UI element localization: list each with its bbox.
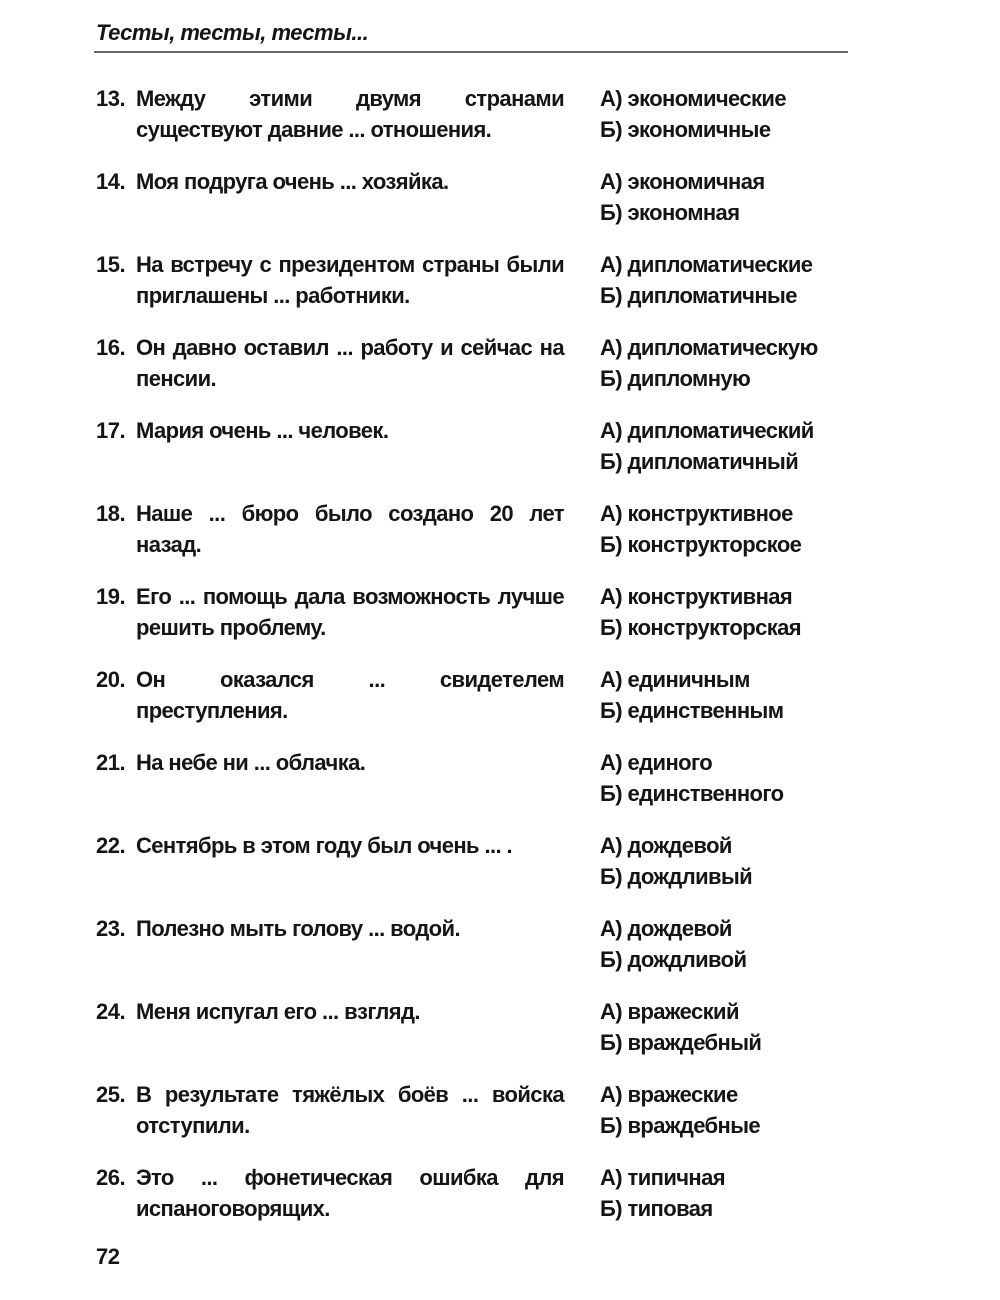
option-b: Б) конструкторская <box>600 615 801 640</box>
answer-options <box>600 166 860 228</box>
page-number: 72 <box>96 1244 120 1269</box>
question-text: На встречу с президентом страны были приглашены ... работники. <box>136 252 564 308</box>
question-text: Его ... помощь дала возможность лучше решить проблему. <box>136 584 564 640</box>
answer-options <box>600 249 860 311</box>
question-text: Он давно оставил ... работу и сейчас на пенсии. <box>136 335 564 391</box>
option-b: Б) конструкторское <box>600 532 802 557</box>
question-number: 25. <box>96 1082 126 1107</box>
answer-options <box>600 415 860 477</box>
option-a: А) дождевой <box>600 833 732 858</box>
option-a: А) вражеский <box>600 999 739 1024</box>
question-text: Между этими двумя странами существуют давние ... отношения. <box>136 86 564 142</box>
question-text: Меня испугал его ... взгляд. <box>136 999 420 1024</box>
option-b: Б) дождливый <box>600 864 753 889</box>
question-item <box>96 1079 856 1162</box>
answer-options <box>600 581 860 643</box>
option-a: А) дождевой <box>600 916 732 941</box>
question-text: Полезно мыть голову ... водой. <box>136 916 460 941</box>
option-a: А) вражеские <box>600 1082 738 1107</box>
running-head-title: Тесты, тесты, тесты... <box>96 20 369 45</box>
question-number: 17. <box>96 418 126 443</box>
question-item <box>96 664 856 747</box>
answer-options <box>600 747 860 809</box>
question-number: 26. <box>96 1165 126 1190</box>
question-item <box>96 1162 856 1245</box>
question-item <box>96 913 856 996</box>
question-number: 15. <box>96 252 126 277</box>
question-item <box>96 996 856 1079</box>
question-text: На небе ни ... облачка. <box>136 750 366 775</box>
answer-options <box>600 332 860 394</box>
answer-options <box>600 83 860 145</box>
option-b: Б) экономная <box>600 200 740 225</box>
answer-options <box>600 996 860 1058</box>
option-a: А) конструктивное <box>600 501 793 526</box>
option-b: Б) дождливой <box>600 947 747 972</box>
question-number: 13. <box>96 86 126 111</box>
header-divider <box>94 51 848 53</box>
question-item <box>96 166 856 249</box>
option-b: Б) дипломатичный <box>600 449 799 474</box>
option-b: Б) враждебный <box>600 1030 762 1055</box>
question-text: Наше ... бюро было создано 20 лет назад. <box>136 501 564 557</box>
option-b: Б) враждебные <box>600 1113 761 1138</box>
option-a: А) конструктивная <box>600 584 793 609</box>
option-a: А) единичным <box>600 667 750 692</box>
question-text: Моя подруга очень ... хозяйка. <box>136 169 449 194</box>
answer-options <box>600 1079 860 1141</box>
option-a: А) дипломатический <box>600 418 814 443</box>
question-item <box>96 498 856 581</box>
question-text: Он оказался ... свидетелем преступления. <box>136 667 564 723</box>
question-item <box>96 830 856 913</box>
question-item <box>96 332 856 415</box>
option-b: Б) дипломатичные <box>600 283 797 308</box>
question-number: 19. <box>96 584 126 609</box>
question-number: 24. <box>96 999 126 1024</box>
question-number: 22. <box>96 833 126 858</box>
option-b: Б) типовая <box>600 1196 713 1221</box>
option-a: А) экономические <box>600 86 786 111</box>
option-a: А) дипломатические <box>600 252 813 277</box>
question-text: В результате тяжёлых боёв ... войска отступили. <box>136 1082 564 1138</box>
option-b: Б) единственным <box>600 698 784 723</box>
option-a: А) типичная <box>600 1165 725 1190</box>
question-list <box>96 83 856 1245</box>
answer-options <box>600 830 860 892</box>
question-number: 21. <box>96 750 126 775</box>
question-number: 14. <box>96 169 126 194</box>
question-number: 18. <box>96 501 126 526</box>
question-item <box>96 83 856 166</box>
answer-options <box>600 498 860 560</box>
answer-options <box>600 913 860 975</box>
option-b: Б) экономичные <box>600 117 771 142</box>
answer-options <box>600 1162 860 1224</box>
question-number: 16. <box>96 335 126 360</box>
question-number: 20. <box>96 667 126 692</box>
question-item <box>96 581 856 664</box>
answer-options <box>600 664 860 726</box>
question-text: Это ... фонетическая ошибка для испаноговорящих. <box>136 1165 564 1221</box>
question-number: 23. <box>96 916 126 941</box>
question-text: Сентябрь в этом году был очень ... . <box>136 833 513 858</box>
question-item <box>96 415 856 498</box>
question-item <box>96 249 856 332</box>
option-a: А) единого <box>600 750 713 775</box>
question-item <box>96 747 856 830</box>
option-b: Б) дипломную <box>600 366 751 391</box>
option-a: А) дипломатическую <box>600 335 818 360</box>
option-a: А) экономичная <box>600 169 765 194</box>
option-b: Б) единственного <box>600 781 784 806</box>
question-text: Мария очень ... человек. <box>136 418 389 443</box>
